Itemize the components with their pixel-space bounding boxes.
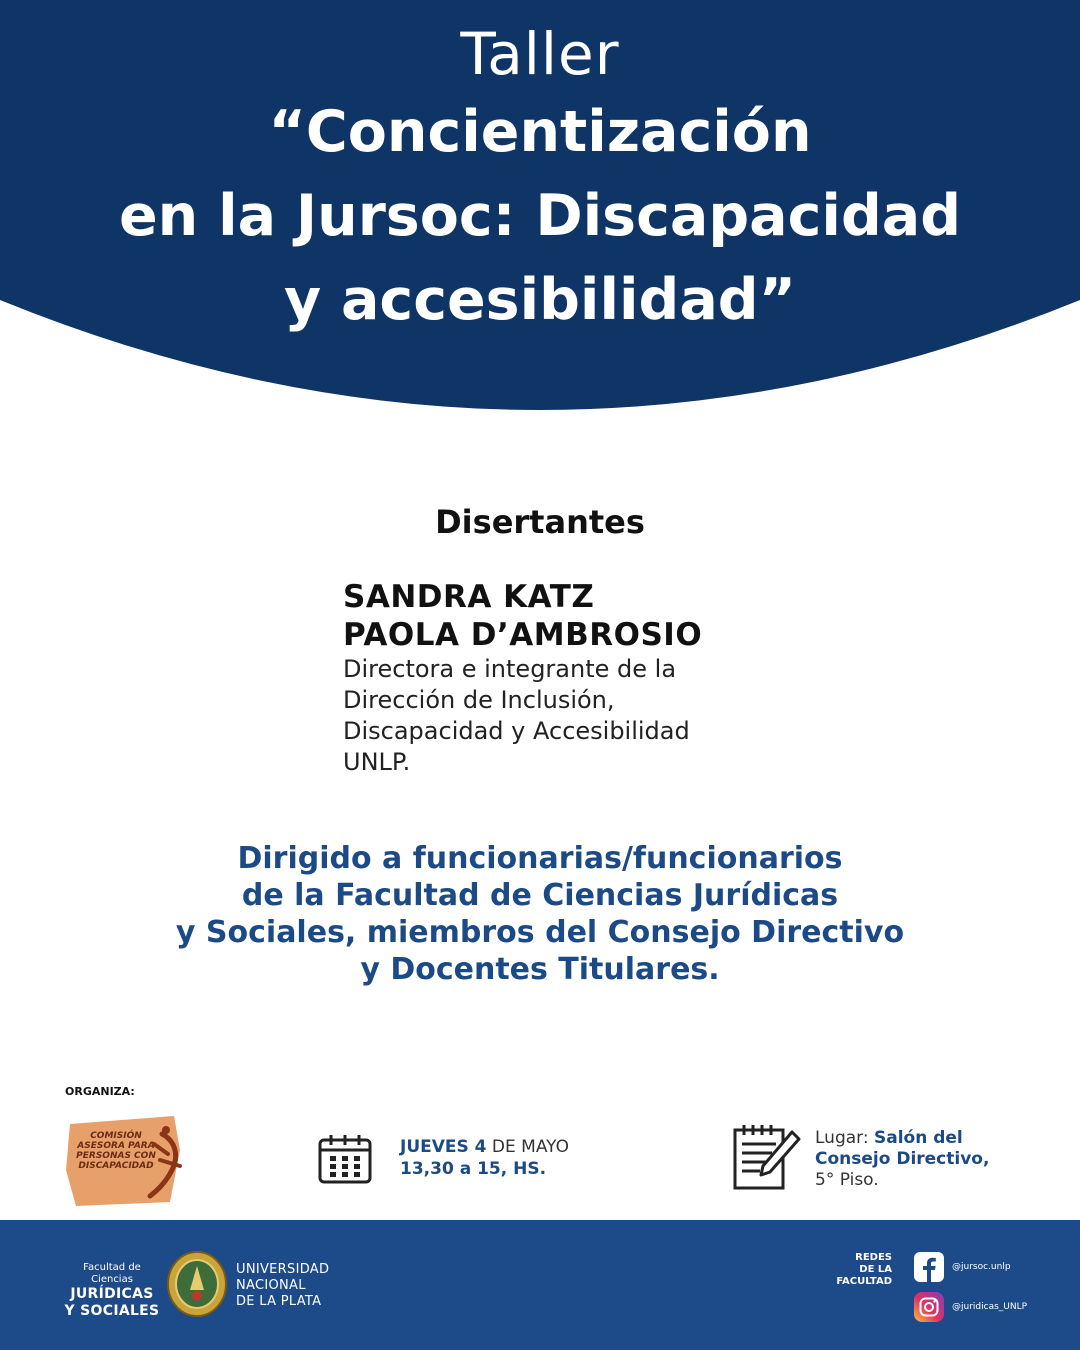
place-label: Lugar:	[815, 1128, 874, 1148]
notepad-pencil-icon	[732, 1124, 802, 1192]
faculty-logo	[62, 1262, 162, 1320]
commission-logo	[62, 1110, 192, 1210]
event-date	[400, 1136, 569, 1180]
event-day: JUEVES 4	[400, 1137, 487, 1157]
facebook-icon[interactable]	[914, 1252, 944, 1282]
social-label-line: FACULTAD	[836, 1276, 892, 1287]
place-floor: 5° Piso.	[815, 1170, 879, 1190]
university-line: UNIVERSIDAD	[236, 1262, 330, 1277]
title-line: “Concientización	[268, 99, 812, 165]
title-line: en la Jursoc: Discapacidad	[118, 183, 962, 249]
social-label-line: DE LA	[859, 1264, 892, 1275]
speaker-role-line: Directora e integrante de la	[343, 655, 677, 683]
speaker-name: PAOLA D’AMBROSIO	[343, 617, 703, 653]
speaker-role-line: Discapacidad y Accesibilidad	[343, 717, 690, 745]
audience-line: Dirigido a funcionarias/funcionarios	[237, 841, 843, 876]
social-label	[820, 1252, 892, 1288]
commission-logo-line: PERSONAS CON	[76, 1151, 156, 1161]
place-name: Salón del	[873, 1128, 963, 1148]
speaker-role-line: Dirección de Inclusión,	[343, 686, 615, 714]
faculty-big: Y SOCIALES	[64, 1303, 160, 1319]
social-label-line: REDES	[855, 1252, 892, 1263]
university-name	[236, 1262, 329, 1310]
footer-bar	[0, 1220, 1080, 1350]
title-line: y accesibilidad”	[283, 267, 797, 333]
event-month: DE MAYO	[486, 1137, 569, 1157]
university-line: DE LA PLATA	[236, 1294, 322, 1309]
event-time: 13,30 a 15, HS.	[400, 1159, 547, 1179]
commission-logo-line: COMISIÓN	[90, 1131, 142, 1141]
event-place	[815, 1128, 1055, 1191]
audience-text	[0, 840, 1080, 988]
university-seal-icon	[166, 1250, 228, 1318]
audience-line: de la Facultad de Ciencias Jurídicas	[241, 878, 839, 913]
speakers-block	[343, 578, 843, 778]
header	[0, 18, 1080, 342]
faculty-small: Facultad de Ciencias	[83, 1262, 141, 1285]
instagram-icon[interactable]	[914, 1292, 944, 1322]
audience-line: y Docentes Titulares.	[360, 952, 720, 987]
instagram-handle[interactable]: @juridicas_UNLP	[952, 1302, 1028, 1312]
speakers-heading: Disertantes	[435, 503, 645, 541]
commission-logo-line: ASESORA PARA	[77, 1141, 155, 1151]
commission-logo-line: DISCAPACIDAD	[78, 1161, 154, 1171]
header-kicker: Taller	[460, 20, 620, 88]
event-title	[0, 90, 1080, 342]
place-name: Consejo Directivo,	[815, 1149, 990, 1169]
facebook-handle[interactable]: @jursoc.unlp	[952, 1262, 1011, 1272]
audience-line: y Sociales, miembros del Consejo Directivo	[175, 915, 905, 950]
organizer-label: ORGANIZA:	[65, 1085, 135, 1098]
speaker-role-line: UNLP.	[343, 748, 411, 776]
university-line: NACIONAL	[236, 1278, 306, 1293]
calendar-icon	[318, 1134, 372, 1184]
speaker-name: SANDRA KATZ	[343, 579, 595, 615]
faculty-big: JURÍDICAS	[70, 1286, 154, 1302]
